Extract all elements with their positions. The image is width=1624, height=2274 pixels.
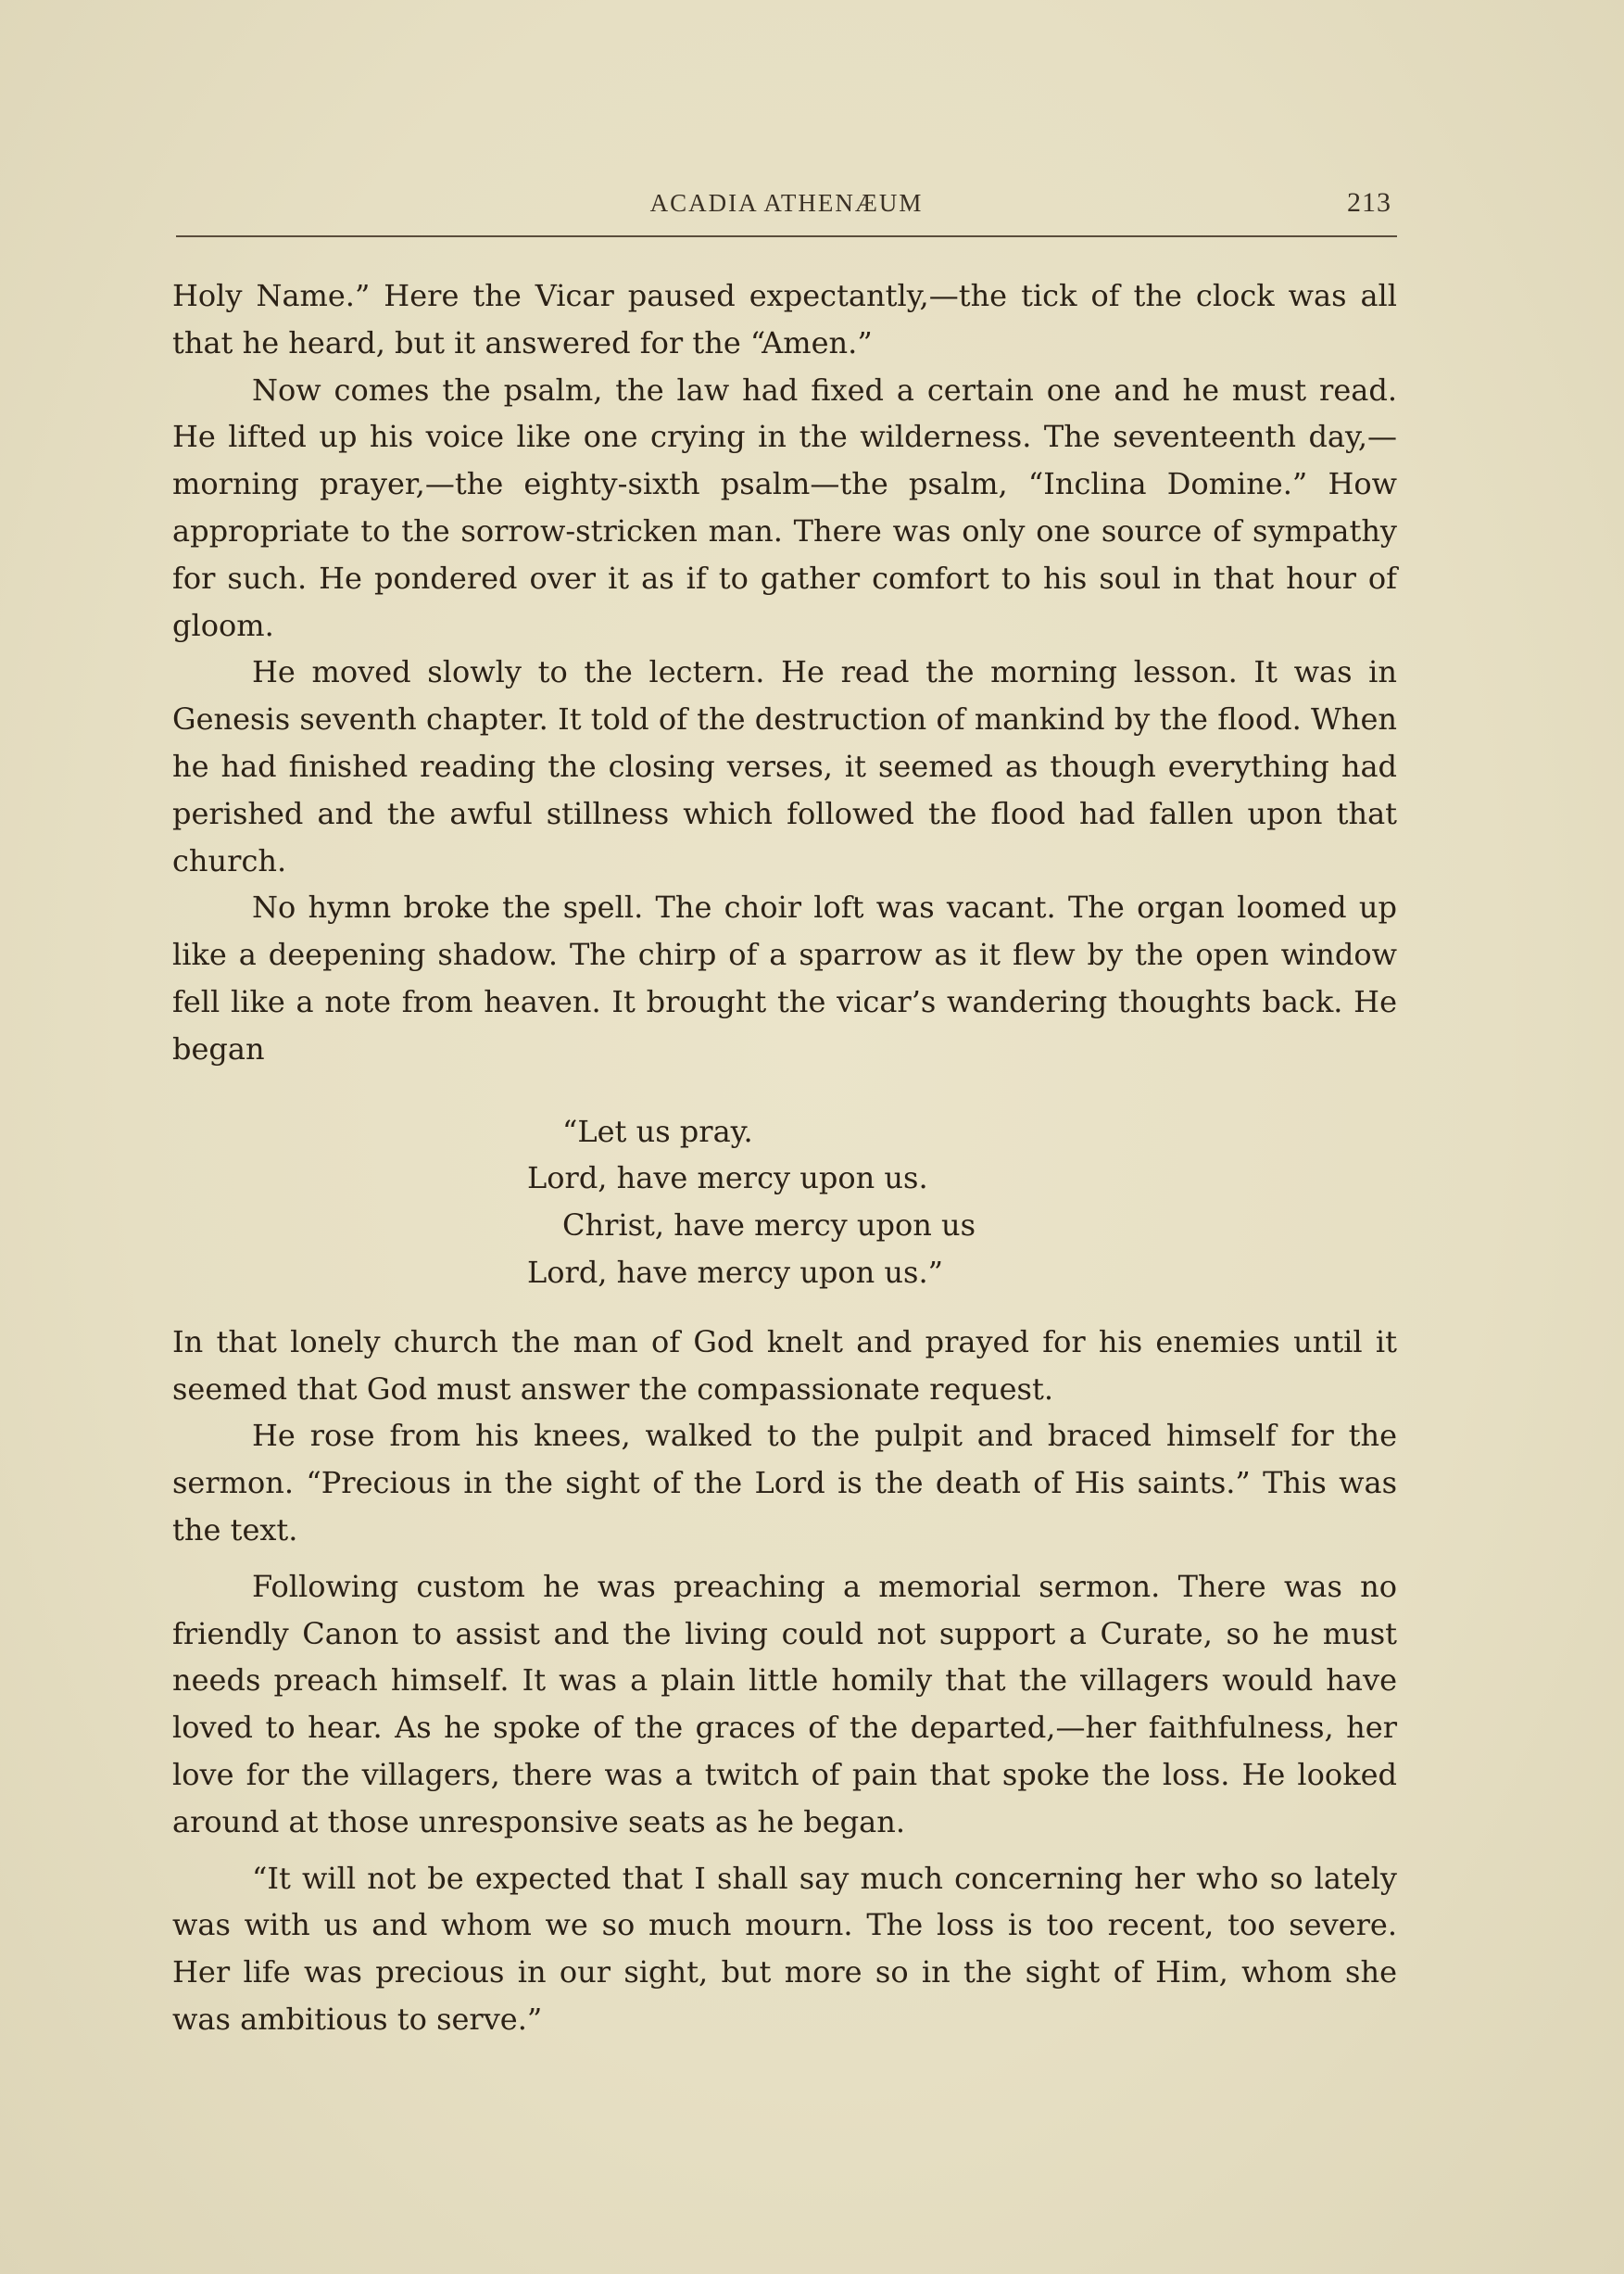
journal-title: ACADIA ATHENÆUM (649, 189, 924, 217)
running-head (176, 189, 1397, 235)
verse-line: Lord, have mercy upon us. (527, 1160, 928, 1196)
paragraph: He rose from his knees, walked to the pulpit and braced himself for the sermon. “Precious in the sight of the Lord is the death of His saints.” This was the text. (172, 1418, 1397, 1548)
body-text (172, 272, 1397, 2043)
verse-line: Christ, have mercy upon us (562, 1207, 976, 1244)
header-rule (176, 235, 1397, 237)
paragraph: “It will not be expected that I shall say much concerning her who so lately was with us and whom we so much mourn. The loss is too recent, too severe. Her life was precious in our sight, but more so in the sight of Him, whom she was ambitious to serve.” (172, 1860, 1397, 2037)
verse-line: Lord, have mercy upon us.” (527, 1254, 943, 1290)
paragraph: Holy Name.” Here the Vicar paused expectantly,—the tick of the clock was all that he heard, but it answered for the “Amen.” (172, 278, 1397, 360)
paragraph-gap (172, 1554, 1397, 1563)
paragraph: He moved slowly to the lectern. He read the morning lesson. It was in Genesis seventh chapter. It told of the destruction of mankind by the flood. When he had finished reading the closing verses, it seemed as though everything had perished and the awful stillness which followed the flood had fallen upon that church. (172, 654, 1397, 878)
prayer-verse (172, 1108, 1397, 1296)
verse-line: “Let us pray. (562, 1113, 753, 1149)
paragraph: No hymn broke the spell. The choir loft was vacant. The organ loomed up like a deepening shadow. The chirp of a sparrow as it flew by the open window fell like a note from heaven. It brought the vicar’s wandering thoughts back. He began (172, 890, 1397, 1067)
paragraph: Now comes the psalm, the law had fixed a certain one and he must read. He lifted up his voice like one crying in the wilderness. The seventeenth day,—morning prayer,—the eighty-sixth psalm—the psalm, “Inclina Domine.” How appropriate to the sorrow-stricken man. There was only one source of sympathy for such. He pondered over it as if to gather comfort to his soul in that hour of gloom. (172, 372, 1397, 643)
paragraph-gap (172, 1846, 1397, 1855)
page-number: 213 (1347, 187, 1391, 218)
paragraph: In that lonely church the man of God knelt and prayed for his enemies until it seemed that God must answer the compassionate request. (172, 1323, 1397, 1407)
paragraph: Following custom he was preaching a memorial sermon. There was no friendly Canon to assist and the living could not support a Curate, so he must needs preach himself. It was a plain little homily that the villagers would have loved to hear. As he spoke of the graces of the departed,—her faithfulness, her love for the villagers, there was a twitch of pain that spoke the loss. He looked around at those unresponsive seats as he began. (172, 1568, 1397, 1839)
